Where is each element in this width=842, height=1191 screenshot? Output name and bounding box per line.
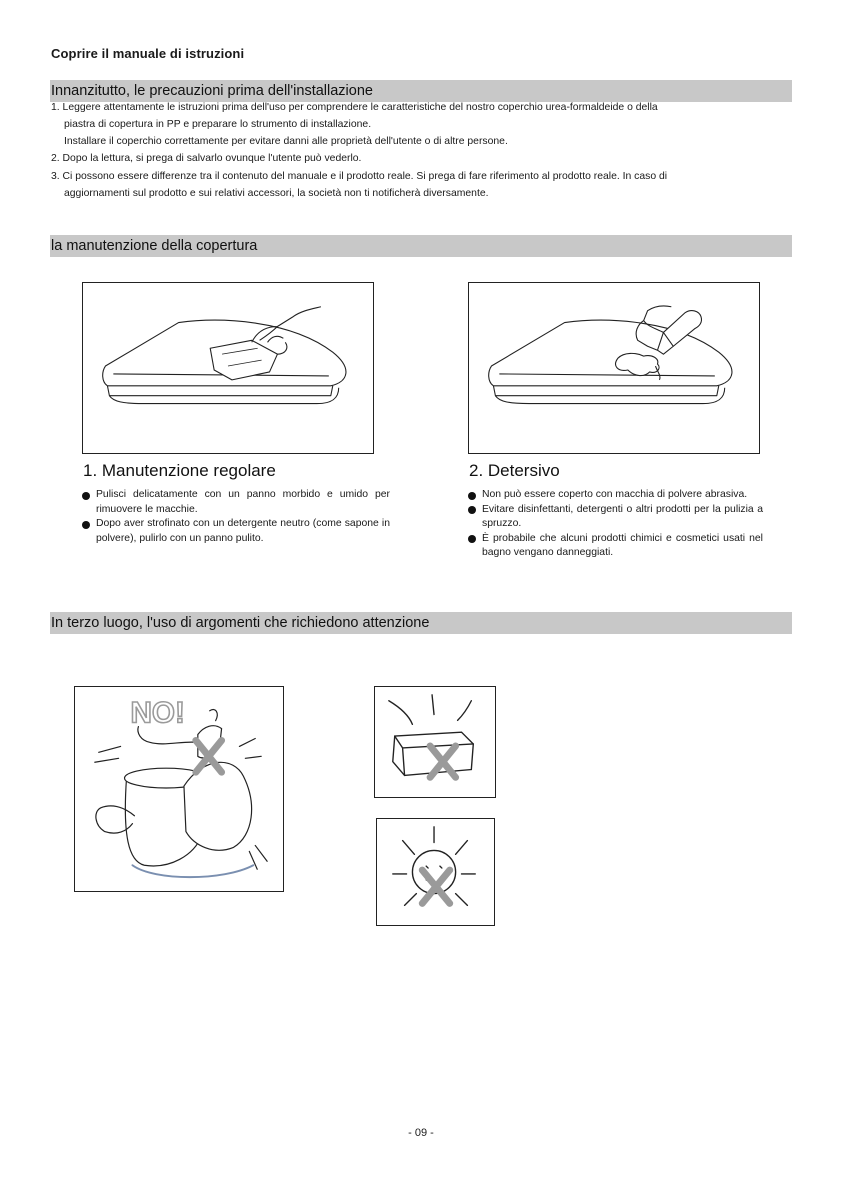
list-item: Evitare disinfettanti, detergenti o altri prodotti per la pulizia a spruzzo. xyxy=(468,503,763,532)
bullet-icon xyxy=(468,535,476,543)
subheading-detergent: 2. Detersivo xyxy=(469,461,560,480)
page-number: - 09 - xyxy=(408,1127,434,1139)
illustration-no-sunlight xyxy=(376,818,495,926)
bullet-icon xyxy=(468,506,476,514)
bullet-icon xyxy=(82,492,90,500)
no-label: NO! xyxy=(130,696,185,730)
illustration-cloth-wiping xyxy=(82,282,374,454)
section-heading-attention: In terzo luogo, l'uso di argomenti che richiedono attenzione xyxy=(50,612,792,634)
precaution-line-1-cont: piastra di copertura in PP e preparare lo strumento di installazione. xyxy=(64,119,372,130)
precaution-line-3-cont: aggiornamenti sul prodotto e sui relativi accessori, la società non ti notificherà diversamente. xyxy=(64,188,489,199)
illustration-no-hot-object xyxy=(374,686,496,798)
precaution-line-2: 2. Dopo la lettura, si prega di salvarlo ovunque l'utente può vederlo. xyxy=(51,153,362,164)
precaution-line-3: 3. Ci possono essere differenze tra il contenuto del manuale e il prodotto reale. Si prega di fare riferimento al prodotto reale. In caso di xyxy=(51,171,668,182)
section-heading-precautions: Innanzitutto, le precauzioni prima dell'installazione xyxy=(50,80,792,102)
bullet-icon xyxy=(468,492,476,500)
list-item: Dopo aver strofinato con un detergente neutro (come sapone in polvere), pulirlo con un panno pulito. xyxy=(82,517,390,546)
illustration-no-standing xyxy=(74,686,284,892)
document-title: Coprire il manuale di istruzioni xyxy=(51,46,245,61)
regular-maintenance-list xyxy=(82,488,390,546)
section-heading-maintenance: la manutenzione della copertura xyxy=(50,235,792,257)
precaution-line-1-install: Installare il coperchio correttamente per evitare danni alle proprietà dell'utente o di altre persone. xyxy=(64,136,508,147)
list-item: Non può essere coperto con macchia di polvere abrasiva. xyxy=(468,488,763,503)
subheading-regular-maintenance: 1. Manutenzione regolare xyxy=(83,461,276,480)
detergent-list xyxy=(468,488,763,561)
list-item: Pulisci delicatamente con un panno morbido e umido per rimuovere le macchie. xyxy=(82,488,390,517)
illustration-detergent xyxy=(468,282,760,454)
list-item: È probabile che alcuni prodotti chimici e cosmetici usati nel bagno vengano danneggiati. xyxy=(468,532,763,561)
bullet-icon xyxy=(82,521,90,529)
precaution-line-1: 1. Leggere attentamente le istruzioni prima dell'uso per comprendere le caratteristiche del nostro coperchio urea-formaldeide o della xyxy=(51,102,658,113)
